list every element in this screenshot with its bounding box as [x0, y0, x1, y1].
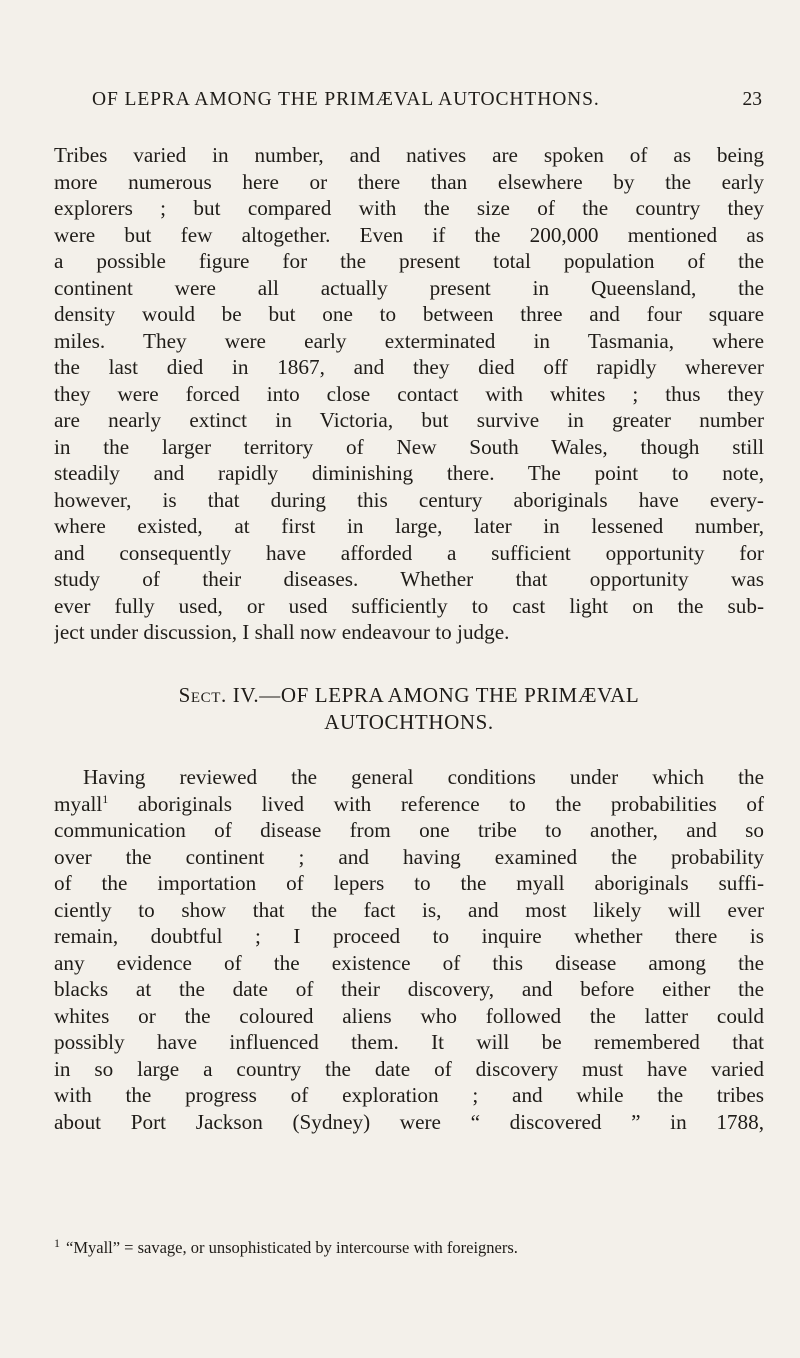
text-line: of the importation of lepers to the myall aboriginals suffi-: [54, 871, 764, 895]
text-line: whites or the coloured aliens who followed the latter could: [54, 1003, 764, 1028]
text-line: the last died in 1867, and they died off rapidly wherever: [54, 355, 764, 379]
text-line: are nearly extinct in Victoria, but survive in greater number: [54, 408, 764, 432]
text-line: about Port Jackson (Sydney) were “ discovered ” in 1788,: [54, 1109, 764, 1134]
text-line: were but few altogether. Even if the 200,000 mentioned as: [54, 222, 764, 247]
text-line: ever fully used, or used sufficiently to cast light on the sub-: [54, 593, 764, 618]
text-line: density would be but one to between three and four square: [54, 302, 764, 326]
footnote: [54, 1237, 764, 1259]
paragraph-tribes: [54, 142, 764, 646]
text-line: a possible figure for the present total population of the: [54, 249, 764, 273]
page-number: 23: [742, 89, 762, 110]
text-line: [54, 791, 764, 818]
running-title: OF LEPRA AMONG THE PRIMÆVAL AUTOCHTHONS.: [92, 89, 600, 110]
text-line: in so large a country the date of discovery must have varied: [54, 1056, 764, 1081]
text-line: however, is that during this century aboriginals have every-: [54, 487, 764, 512]
text-line: Having reviewed the general conditions under which the: [83, 765, 764, 789]
text-line: ject under discussion, I shall now endeavour to judge.: [54, 620, 510, 644]
word-myall: myall: [54, 791, 103, 816]
section-heading: [54, 682, 764, 736]
section-heading-line-2: AUTOCHTHONS.: [324, 710, 494, 734]
text-line: with the progress of exploration ; and while the tribes: [54, 1083, 764, 1107]
footnote-reference[interactable]: 1: [102, 791, 109, 806]
footnote-text: “Myall” = savage, or unsophisticated by intercourse with foreigners.: [66, 1238, 518, 1257]
text-line: miles. They were early exterminated in Tasmania, where: [54, 328, 764, 353]
text-line: remain, doubtful ; I proceed to inquire whether there is: [54, 924, 764, 948]
section-heading-line-1: [54, 682, 764, 709]
text-line: Tribes varied in number, and natives are spoken of as being: [54, 143, 764, 167]
text-line: communication of disease from one tribe to another, and so: [54, 818, 764, 842]
text-line: more numerous here or there than elsewhere by the early: [54, 169, 764, 194]
section-label: Sect. IV.: [178, 683, 260, 707]
text-line: explorers ; but compared with the size of the country they: [54, 196, 764, 220]
text-line: and consequently have afforded a sufficient opportunity for: [54, 540, 764, 565]
text-line: they were forced into close contact with whites ; thus they: [54, 381, 764, 406]
text-line: blacks at the date of their discovery, and before either the: [54, 977, 764, 1001]
text-line: continent were all actually present in Queensland, the: [54, 275, 764, 300]
text-line: over the continent ; and having examined the probability: [54, 844, 764, 869]
paragraph-myall: [54, 764, 764, 1135]
text-line: possibly have influenced them. It will be remembered that: [54, 1030, 764, 1054]
text-line: where existed, at first in large, later in lessened number,: [54, 514, 764, 538]
footnote-marker: 1: [54, 1235, 60, 1250]
text-line: any evidence of the existence of this disease among the: [54, 950, 764, 975]
text-line: study of their diseases. Whether that opportunity was: [54, 567, 764, 591]
line-rest: aboriginals lived with reference to the probabilities of: [108, 791, 764, 816]
text-line: in the larger territory of New South Wales, though still: [54, 434, 764, 459]
running-head: [92, 89, 762, 119]
text-line: steadily and rapidly diminishing there. The point to note,: [54, 461, 764, 485]
section-title: —OF LEPRA AMONG THE PRIMÆVAL: [259, 683, 640, 707]
text-line: ciently to show that the fact is, and most likely will ever: [54, 897, 764, 922]
